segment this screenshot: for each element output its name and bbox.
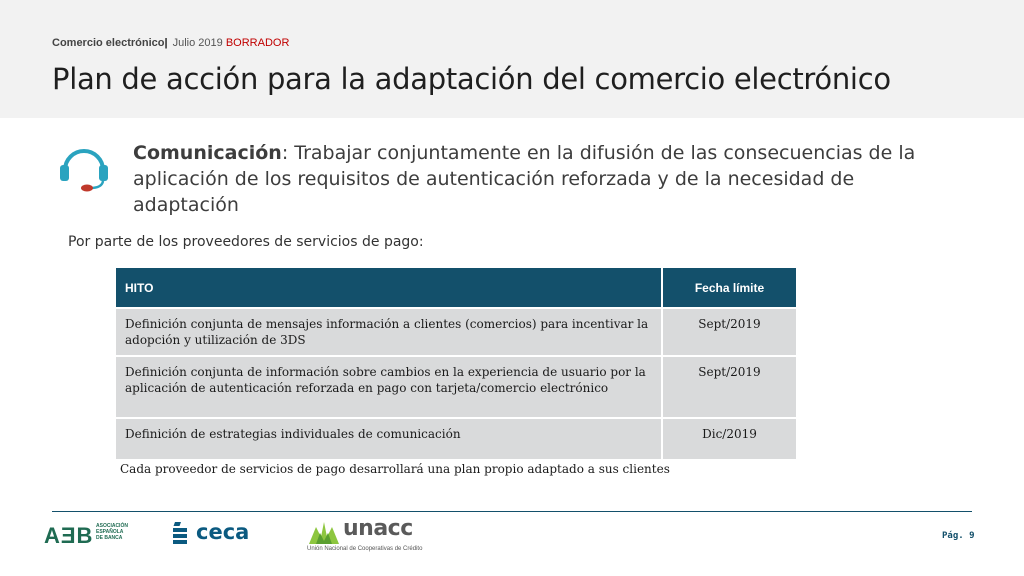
table-row [116, 418, 796, 459]
milestone-cell: Definición de estrategias individuales de comunicación [116, 418, 662, 459]
milestone-table [116, 268, 796, 459]
header-milestone: HITO [116, 268, 662, 308]
breadcrumb-section: Comercio electrónico [52, 37, 165, 49]
deadline-cell: Sept/2019 [662, 356, 796, 418]
page-title: Plan de acción para la adaptación del comercio electrónico [52, 62, 891, 96]
header-band [0, 0, 1024, 118]
aeb-line-1: ASOCIACIÓN [96, 523, 128, 529]
deadline-cell: Dic/2019 [662, 418, 796, 459]
table-row [116, 356, 796, 418]
milestone-cell: Definición conjunta de información sobre cambios en la experiencia de usuario por la aplicación de autenticación reforzada en pago con tarjeta/comercio electrónico [116, 356, 662, 418]
aeb-logo-text [96, 523, 128, 541]
breadcrumb-separator: | [164, 37, 168, 49]
ceca-wordmark: ceca [196, 520, 250, 544]
intro-paragraph [133, 140, 953, 218]
providers-subheading: Por parte de los proveedores de servicios de pago: [68, 234, 424, 250]
unacc-wordmark: unacc [343, 516, 413, 541]
footer-divider [52, 511, 972, 512]
unacc-subtitle: Unión Nacional de Cooperativas de Crédito [307, 546, 423, 552]
aeb-logo [44, 520, 156, 550]
unacc-logo [307, 518, 427, 556]
headset-icon [56, 140, 112, 196]
page-number: Pág. 9 [942, 531, 975, 541]
ceca-logo [172, 520, 252, 548]
ceca-bars-icon [172, 522, 190, 544]
intro-text: : Trabajar conjuntamente en la difusión de las consecuencias de la aplicación de los requisitos de autenticación reforzada y de la necesidad de adaptación [133, 142, 916, 216]
aeb-logo-mark: AƎB [44, 523, 94, 548]
header-deadline: Fecha límite [662, 268, 796, 308]
table-header-row [116, 268, 796, 308]
aeb-line-2: ESPAÑOLA [96, 529, 124, 535]
leaf-icon [307, 519, 341, 545]
deadline-cell: Sept/2019 [662, 308, 796, 356]
breadcrumb [52, 37, 289, 49]
milestone-cell: Definición conjunta de mensajes información a clientes (comercios) para incentivar la adopción y utilización de 3DS [116, 308, 662, 356]
aeb-line-3: DE BANCA [96, 535, 123, 541]
breadcrumb-date: Julio 2019 [172, 37, 223, 49]
intro-term: Comunicación [133, 142, 282, 164]
draft-badge: BORRADOR [225, 37, 290, 49]
footnote: Cada proveedor de servicios de pago desarrollará una plan propio adaptado a sus clientes [120, 462, 670, 476]
table-row [116, 308, 796, 356]
